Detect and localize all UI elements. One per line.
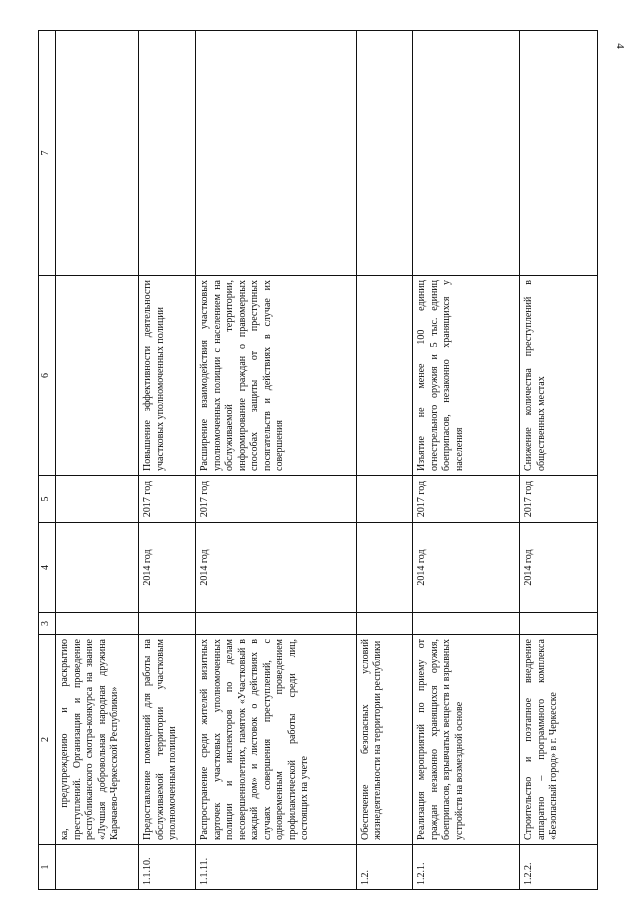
activity-name: ка, предупреждению и раскрытию преступлений. Организация и проведение республиканского смотра-конкурса на звание «Лучшая добровольная народная дружина Карачаево-Черкесской Республики» [56, 635, 139, 845]
expected-result: Снижение количества преступлений в общественных местах [520, 276, 598, 476]
col7-cell [520, 31, 598, 276]
expected-result: Изъятие не менее 100 единиц огнестрельного оружия и 5 тыс. единиц боеприпасов, незаконно хранящихся у населения [413, 276, 520, 476]
item-number: 1.2.1. [413, 845, 520, 890]
table-row [356, 31, 413, 890]
column-number-row [39, 31, 56, 890]
item-number: 1.2.2. [520, 845, 598, 890]
item-number: 1.1.11. [196, 845, 356, 890]
table-row [520, 31, 598, 890]
col3-cell [139, 613, 196, 635]
column-number: 4 [39, 523, 56, 613]
end-year: 2017 год [196, 476, 356, 523]
col3-cell [196, 613, 356, 635]
expected-result [56, 276, 139, 476]
column-number: 6 [39, 276, 56, 476]
end-year: 2017 год [413, 476, 520, 523]
start-year [56, 523, 139, 613]
item-number: 1.1.10. [139, 845, 196, 890]
expected-result: Повышение эффективности деятельности участковых уполномоченных полиции [139, 276, 196, 476]
table-row [139, 31, 196, 890]
activity-name: Обеспечение безопасных условий жизнедеятельности на территории республики [356, 635, 413, 845]
column-number: 7 [39, 31, 56, 276]
activity-name: Реализация мероприятий по приему от граждан незаконно хранящихся оружия, боеприпасов, взрывчатых веществ и взрывных устройств на возмездной основе [413, 635, 520, 845]
table-row [196, 31, 356, 890]
end-year [356, 476, 413, 523]
item-number: 1.2. [356, 845, 413, 890]
column-number: 5 [39, 476, 56, 523]
col3-cell [413, 613, 520, 635]
col7-cell [196, 31, 356, 276]
end-year [56, 476, 139, 523]
column-number: 3 [39, 613, 56, 635]
col7-cell [139, 31, 196, 276]
activity-name: Предоставление помещений для работы на обслуживаемой территории участковым уполномоченным полиции [139, 635, 196, 845]
table-row [413, 31, 520, 890]
page-number: 4 [613, 43, 626, 49]
column-number: 2 [39, 635, 56, 845]
col7-cell [56, 31, 139, 276]
column-number: 1 [39, 845, 56, 890]
item-number [56, 845, 139, 890]
col3-cell [520, 613, 598, 635]
start-year: 2014 год [413, 523, 520, 613]
end-year: 2017 год [139, 476, 196, 523]
col7-cell [413, 31, 520, 276]
col3-cell [56, 613, 139, 635]
col3-cell [356, 613, 413, 635]
start-year: 2014 год [139, 523, 196, 613]
program-table [38, 30, 598, 890]
activity-name: Распространение среди жителей визитных карточек участковых уполномоченных полиции и инспекторов по делам несовершеннолетних, памяток «Участковый в каждый дом» и листовок о действиях в случаях совершения преступлений, с одновременным проведением профилактической работы среди лиц, состоящих на учете [196, 635, 356, 845]
expected-result: Расширение взаимодействия участковых уполномоченных полиции с населением на обслуживаемой территории, информирование граждан о правомерных способах защиты от преступных посягательств и действиях в случае их совершения [196, 276, 356, 476]
expected-result [356, 276, 413, 476]
start-year: 2014 год [196, 523, 356, 613]
start-year [356, 523, 413, 613]
end-year: 2017 год [520, 476, 598, 523]
start-year: 2014 год [520, 523, 598, 613]
col7-cell [356, 31, 413, 276]
activity-name: Строительство и поэтапное внедрение аппаратно – программного комплекса «Безопасный город» в г. Черкесске [520, 635, 598, 845]
table-row [56, 31, 139, 890]
